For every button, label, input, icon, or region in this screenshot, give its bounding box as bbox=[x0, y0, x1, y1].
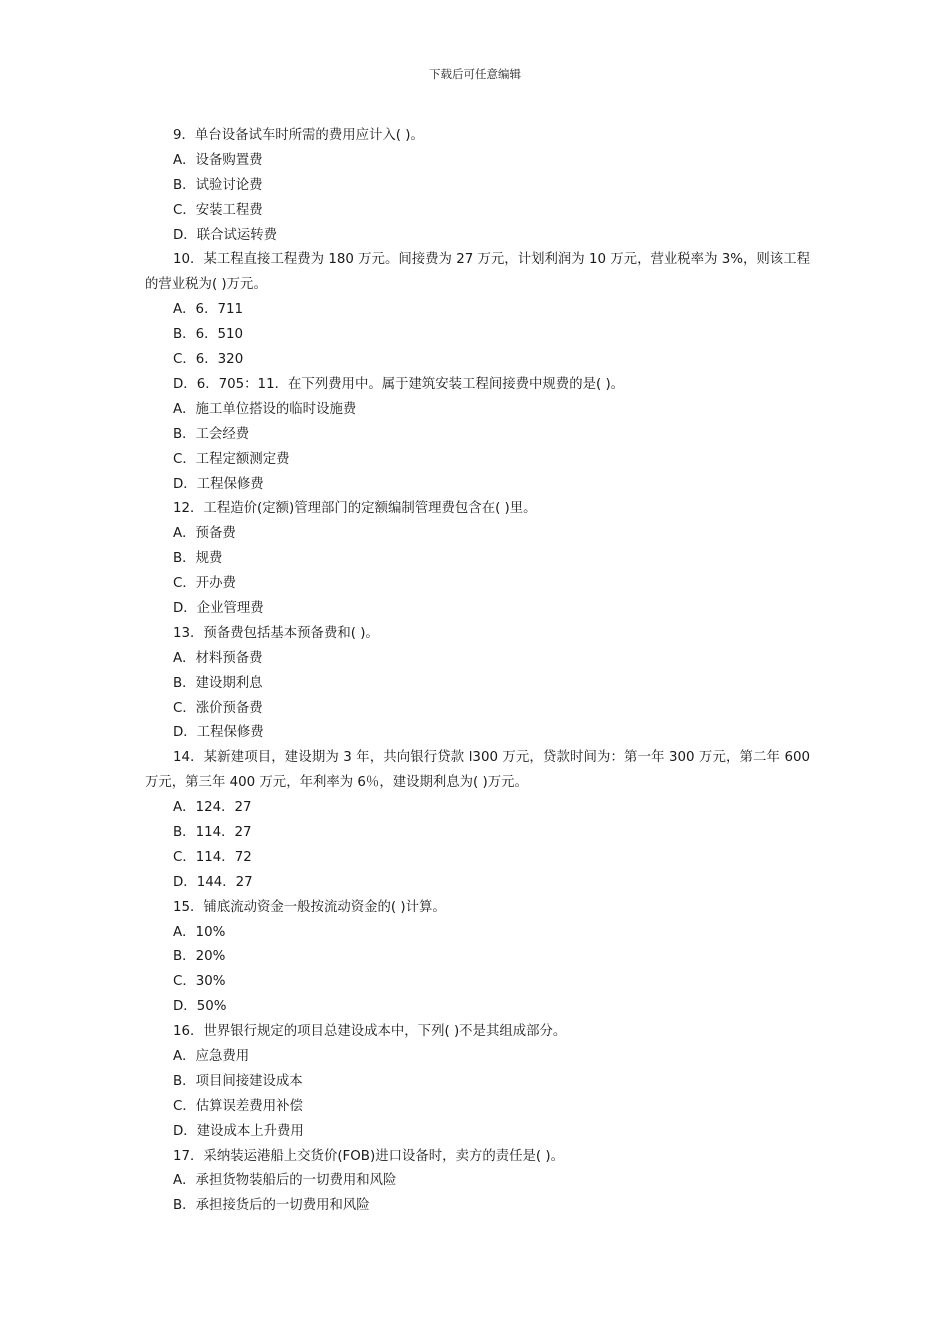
question-text: 14．某新建项目，建设期为 3 年，共向银行贷款 l300 万元，贷款时间为：第一年 300 万元，第二年 600 万元，第三年 400 万元，年利率为 6％，建设期利息为( )万元。 bbox=[145, 750, 810, 791]
answer-option: C．工程定额测定费 bbox=[173, 451, 290, 467]
answer-option: C．开办费 bbox=[173, 576, 236, 592]
answer-option: A．应急费用 bbox=[173, 1049, 250, 1065]
answer-option: B．试验讨论费 bbox=[173, 177, 263, 193]
answer-option: D．6．705：11．在下列费用中。属于建筑安装工程间接费中规费的是( )。 bbox=[173, 376, 625, 392]
answer-option: B．6．510 bbox=[173, 327, 244, 343]
answer-option: B．规费 bbox=[173, 551, 223, 567]
answer-option: D．联合试运转费 bbox=[173, 227, 278, 243]
answer-option: A．施工单位搭设的临时设施费 bbox=[173, 401, 357, 417]
answer-option: D．144．27 bbox=[173, 874, 253, 890]
answer-option: B．建设期利息 bbox=[173, 675, 263, 691]
answer-option: D．工程保修费 bbox=[173, 476, 264, 492]
question-text: 9．单台设备试车时所需的费用应计入( )。 bbox=[173, 128, 424, 143]
answer-option: A．材料预备费 bbox=[173, 650, 263, 666]
answer-option: B．114．27 bbox=[173, 825, 252, 840]
answer-option: C．安装工程费 bbox=[173, 202, 263, 218]
answer-option: B．工会经费 bbox=[173, 426, 250, 442]
document-body bbox=[145, 124, 810, 1219]
answer-option: D．企业管理费 bbox=[173, 600, 264, 616]
answer-option: A．设备购置费 bbox=[173, 152, 263, 168]
page-header: 下载后可任意编辑 bbox=[429, 67, 521, 81]
answer-option: A．124．27 bbox=[173, 800, 252, 816]
question-text: 15．铺底流动资金一般按流动资金的( )计算。 bbox=[173, 899, 446, 915]
answer-option: A．预备费 bbox=[173, 526, 236, 542]
answer-option: D．工程保修费 bbox=[173, 725, 264, 741]
question-text: 13．预备费包括基本预备费和( )。 bbox=[173, 625, 379, 641]
answer-option: C．114．72 bbox=[173, 849, 252, 865]
answer-option: B．项目间接建设成本 bbox=[173, 1073, 303, 1089]
answer-option: C．6．320 bbox=[173, 352, 244, 368]
answer-option: D．建设成本上升费用 bbox=[173, 1123, 304, 1139]
answer-option: D．50% bbox=[173, 999, 227, 1015]
answer-option: C．涨价预备费 bbox=[173, 700, 263, 716]
answer-option: A．6．711 bbox=[173, 302, 244, 318]
answer-option: B．20% bbox=[173, 949, 226, 965]
answer-option: C．估算误差费用补偿 bbox=[173, 1098, 303, 1114]
question-text: 16．世界银行规定的项目总建设成本中，下列( )不是其组成部分。 bbox=[173, 1024, 567, 1040]
answer-option: C．30% bbox=[173, 974, 226, 990]
answer-option: A．承担货物装船后的一切费用和风险 bbox=[173, 1173, 397, 1189]
question-text: 12．工程造价(定额)管理部门的定额编制管理费包含在( )里。 bbox=[173, 501, 537, 517]
answer-option: B．承担接货后的一切费用和风险 bbox=[173, 1198, 370, 1214]
answer-option: A．10% bbox=[173, 924, 226, 940]
question-text: 10．某工程直接工程费为 180 万元。间接费为 27 万元，计划利润为 10 万元，营业税率为 3%，则该工程的营业税为( )万元。 bbox=[145, 252, 810, 293]
question-text: 17．采纳装运港船上交货价(FOB)进口设备时，卖方的责任是( )。 bbox=[173, 1148, 564, 1164]
